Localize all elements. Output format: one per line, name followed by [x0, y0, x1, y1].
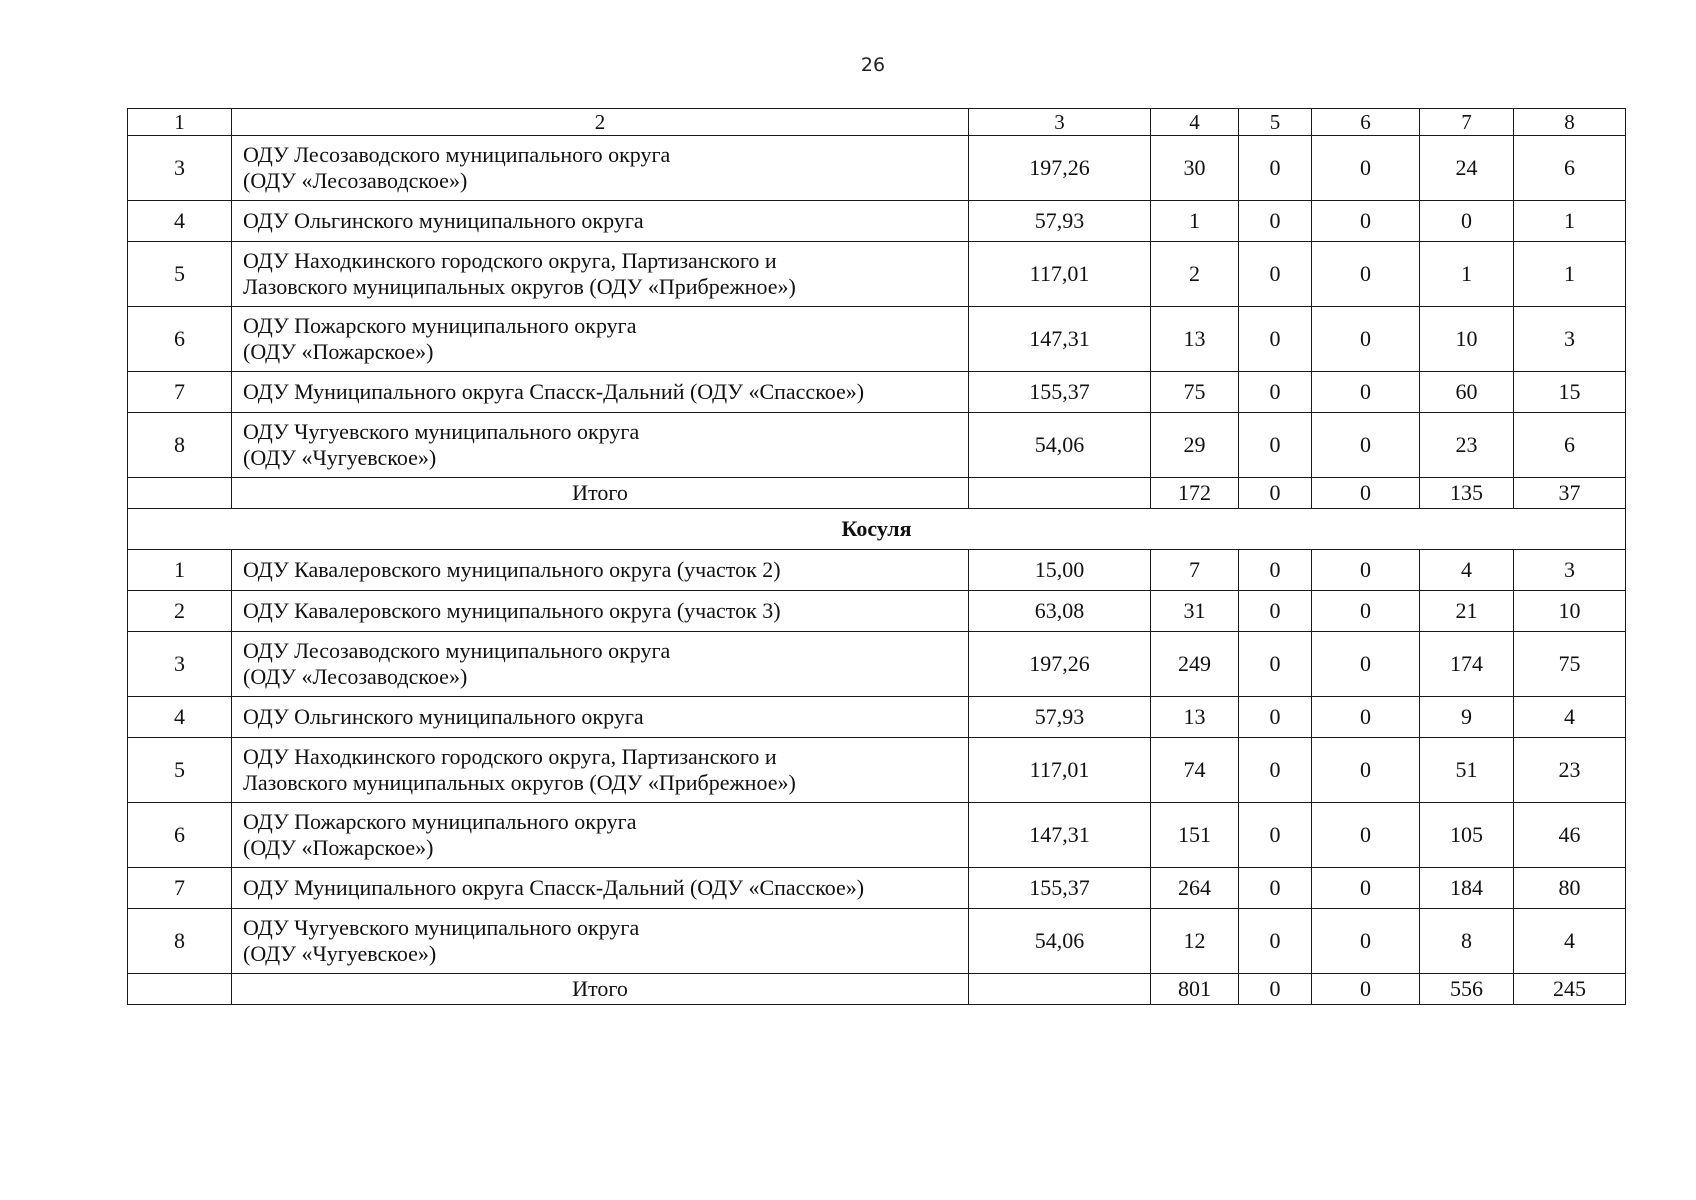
value-c5: 0 [1239, 242, 1312, 307]
hunting-ground-name [232, 372, 969, 413]
name-line: (ОДУ «Лесозаводское») [243, 664, 468, 689]
value-c4: 75 [1151, 372, 1239, 413]
column-number-cell: 1 [128, 109, 232, 136]
row-number: 1 [128, 550, 232, 591]
value-c4: 13 [1151, 307, 1239, 372]
row-number: 7 [128, 372, 232, 413]
table-row [128, 591, 1626, 632]
value-c5: 0 [1239, 632, 1312, 697]
row-number: 4 [128, 201, 232, 242]
value-c6: 0 [1312, 242, 1420, 307]
value-c8: 6 [1514, 413, 1626, 478]
value-c7: 23 [1420, 413, 1514, 478]
table-row [128, 738, 1626, 803]
area-value: 197,26 [969, 136, 1151, 201]
value-c5: 0 [1239, 591, 1312, 632]
total-row [128, 974, 1626, 1005]
row-number: 4 [128, 697, 232, 738]
table-row [128, 413, 1626, 478]
value-c7: 105 [1420, 803, 1514, 868]
value-c7: 184 [1420, 868, 1514, 909]
value-c7: 0 [1420, 201, 1514, 242]
value-c8: 3 [1514, 307, 1626, 372]
total-empty-cell [969, 974, 1151, 1005]
value-c4: 30 [1151, 136, 1239, 201]
value-c7: 174 [1420, 632, 1514, 697]
name-line: ОДУ Кавалеровского муниципального округа (участок 3) [243, 598, 781, 623]
column-number-cell: 2 [232, 109, 969, 136]
value-c6: 0 [1312, 632, 1420, 697]
area-value: 54,06 [969, 909, 1151, 974]
row-number: 8 [128, 413, 232, 478]
area-value: 63,08 [969, 591, 1151, 632]
column-number-cell: 8 [1514, 109, 1626, 136]
table-row [128, 136, 1626, 201]
value-c5: 0 [1239, 909, 1312, 974]
value-c5: 0 [1239, 738, 1312, 803]
name-line: ОДУ Муниципального округа Спасск-Дальний (ОДУ «Спасское») [243, 379, 865, 404]
value-c8: 6 [1514, 136, 1626, 201]
column-number-cell: 5 [1239, 109, 1312, 136]
value-c4: 74 [1151, 738, 1239, 803]
value-c8: 15 [1514, 372, 1626, 413]
area-value: 155,37 [969, 372, 1151, 413]
hunting-ground-name [232, 307, 969, 372]
area-value: 57,93 [969, 697, 1151, 738]
hunting-ground-name [232, 632, 969, 697]
value-c6: 0 [1312, 868, 1420, 909]
value-c6: 0 [1312, 372, 1420, 413]
table-row [128, 201, 1626, 242]
total-label: Итого [232, 974, 969, 1005]
value-c7: 21 [1420, 591, 1514, 632]
value-c5: 0 [1239, 136, 1312, 201]
area-value: 117,01 [969, 738, 1151, 803]
value-c7: 8 [1420, 909, 1514, 974]
value-c4: 264 [1151, 868, 1239, 909]
row-number: 5 [128, 738, 232, 803]
name-line: Лазовского муниципальных округов (ОДУ «Прибрежное») [243, 274, 796, 299]
area-value: 117,01 [969, 242, 1151, 307]
value-c5: 0 [1239, 201, 1312, 242]
table-row [128, 909, 1626, 974]
area-value: 15,00 [969, 550, 1151, 591]
total-value-c4: 172 [1151, 478, 1239, 509]
row-number: 2 [128, 591, 232, 632]
value-c7: 1 [1420, 242, 1514, 307]
total-value-c5: 0 [1239, 974, 1312, 1005]
column-number-cell: 3 [969, 109, 1151, 136]
value-c8: 80 [1514, 868, 1626, 909]
value-c4: 2 [1151, 242, 1239, 307]
hunting-ground-name [232, 738, 969, 803]
value-c6: 0 [1312, 591, 1420, 632]
value-c8: 4 [1514, 697, 1626, 738]
value-c7: 10 [1420, 307, 1514, 372]
value-c8: 23 [1514, 738, 1626, 803]
value-c6: 0 [1312, 738, 1420, 803]
name-line: (ОДУ «Пожарское») [243, 835, 434, 860]
row-number: 6 [128, 803, 232, 868]
value-c4: 13 [1151, 697, 1239, 738]
value-c7: 60 [1420, 372, 1514, 413]
column-number-cell: 6 [1312, 109, 1420, 136]
name-line: Лазовского муниципальных округов (ОДУ «Прибрежное») [243, 770, 796, 795]
row-number: 5 [128, 242, 232, 307]
value-c8: 1 [1514, 242, 1626, 307]
value-c8: 75 [1514, 632, 1626, 697]
value-c5: 0 [1239, 550, 1312, 591]
hunting-ground-name [232, 550, 969, 591]
value-c6: 0 [1312, 550, 1420, 591]
value-c4: 1 [1151, 201, 1239, 242]
hunting-ground-name [232, 136, 969, 201]
value-c6: 0 [1312, 136, 1420, 201]
name-line: ОДУ Пожарского муниципального округа [243, 809, 637, 834]
hunting-ground-name [232, 803, 969, 868]
table-row [128, 803, 1626, 868]
table-row [128, 550, 1626, 591]
name-line: ОДУ Находкинского городского округа, Партизанского и [243, 744, 777, 769]
quota-table [127, 108, 1626, 1005]
total-value-c7: 556 [1420, 974, 1514, 1005]
hunting-ground-name [232, 242, 969, 307]
name-line: ОДУ Лесозаводского муниципального округа [243, 142, 671, 167]
name-line: (ОДУ «Чугуевское») [243, 941, 437, 966]
name-line: ОДУ Чугуевского муниципального округа [243, 915, 640, 940]
row-number: 3 [128, 136, 232, 201]
value-c5: 0 [1239, 307, 1312, 372]
total-empty-cell [128, 478, 232, 509]
value-c5: 0 [1239, 868, 1312, 909]
value-c6: 0 [1312, 413, 1420, 478]
name-line: (ОДУ «Лесозаводское») [243, 168, 468, 193]
value-c5: 0 [1239, 803, 1312, 868]
value-c6: 0 [1312, 697, 1420, 738]
value-c6: 0 [1312, 307, 1420, 372]
total-empty-cell [969, 478, 1151, 509]
column-number-row [128, 109, 1626, 136]
total-value-c7: 135 [1420, 478, 1514, 509]
table-row [128, 242, 1626, 307]
value-c6: 0 [1312, 201, 1420, 242]
value-c6: 0 [1312, 909, 1420, 974]
value-c7: 24 [1420, 136, 1514, 201]
total-value-c8: 37 [1514, 478, 1626, 509]
area-value: 147,31 [969, 307, 1151, 372]
total-empty-cell [128, 974, 232, 1005]
row-number: 3 [128, 632, 232, 697]
total-value-c8: 245 [1514, 974, 1626, 1005]
name-line: ОДУ Муниципального округа Спасск-Дальний (ОДУ «Спасское») [243, 875, 865, 900]
value-c4: 12 [1151, 909, 1239, 974]
value-c8: 46 [1514, 803, 1626, 868]
hunting-ground-name [232, 413, 969, 478]
value-c8: 4 [1514, 909, 1626, 974]
value-c4: 7 [1151, 550, 1239, 591]
value-c8: 1 [1514, 201, 1626, 242]
total-row [128, 478, 1626, 509]
table-row [128, 697, 1626, 738]
value-c7: 4 [1420, 550, 1514, 591]
name-line: ОДУ Пожарского муниципального округа [243, 313, 637, 338]
row-number: 7 [128, 868, 232, 909]
value-c5: 0 [1239, 697, 1312, 738]
value-c4: 31 [1151, 591, 1239, 632]
table-row [128, 868, 1626, 909]
name-line: ОДУ Лесозаводского муниципального округа [243, 638, 671, 663]
value-c5: 0 [1239, 413, 1312, 478]
total-label: Итого [232, 478, 969, 509]
total-value-c5: 0 [1239, 478, 1312, 509]
total-value-c6: 0 [1312, 478, 1420, 509]
page-number: 26 [860, 54, 886, 76]
column-number-cell: 4 [1151, 109, 1239, 136]
hunting-ground-name [232, 909, 969, 974]
hunting-ground-name [232, 201, 969, 242]
value-c6: 0 [1312, 803, 1420, 868]
table-body [128, 109, 1626, 1005]
name-line: ОДУ Кавалеровского муниципального округа (участок 2) [243, 557, 781, 582]
area-value: 197,26 [969, 632, 1151, 697]
column-number-cell: 7 [1420, 109, 1514, 136]
section-heading-row [128, 509, 1626, 550]
value-c7: 51 [1420, 738, 1514, 803]
value-c8: 3 [1514, 550, 1626, 591]
area-value: 54,06 [969, 413, 1151, 478]
area-value: 57,93 [969, 201, 1151, 242]
value-c4: 151 [1151, 803, 1239, 868]
value-c4: 29 [1151, 413, 1239, 478]
name-line: (ОДУ «Чугуевское») [243, 445, 437, 470]
area-value: 155,37 [969, 868, 1151, 909]
table-row [128, 307, 1626, 372]
total-value-c4: 801 [1151, 974, 1239, 1005]
name-line: ОДУ Чугуевского муниципального округа [243, 419, 640, 444]
hunting-ground-name [232, 591, 969, 632]
value-c8: 10 [1514, 591, 1626, 632]
name-line: ОДУ Ольгинского муниципального округа [243, 208, 644, 233]
name-line: ОДУ Находкинского городского округа, Партизанского и [243, 248, 777, 273]
hunting-ground-name [232, 868, 969, 909]
name-line: (ОДУ «Пожарское») [243, 339, 434, 364]
row-number: 6 [128, 307, 232, 372]
table-row [128, 632, 1626, 697]
hunting-ground-name [232, 697, 969, 738]
value-c7: 9 [1420, 697, 1514, 738]
section-heading: Косуля [128, 509, 1626, 550]
name-line: ОДУ Ольгинского муниципального округа [243, 704, 644, 729]
area-value: 147,31 [969, 803, 1151, 868]
value-c5: 0 [1239, 372, 1312, 413]
table-row [128, 372, 1626, 413]
value-c4: 249 [1151, 632, 1239, 697]
row-number: 8 [128, 909, 232, 974]
total-value-c6: 0 [1312, 974, 1420, 1005]
